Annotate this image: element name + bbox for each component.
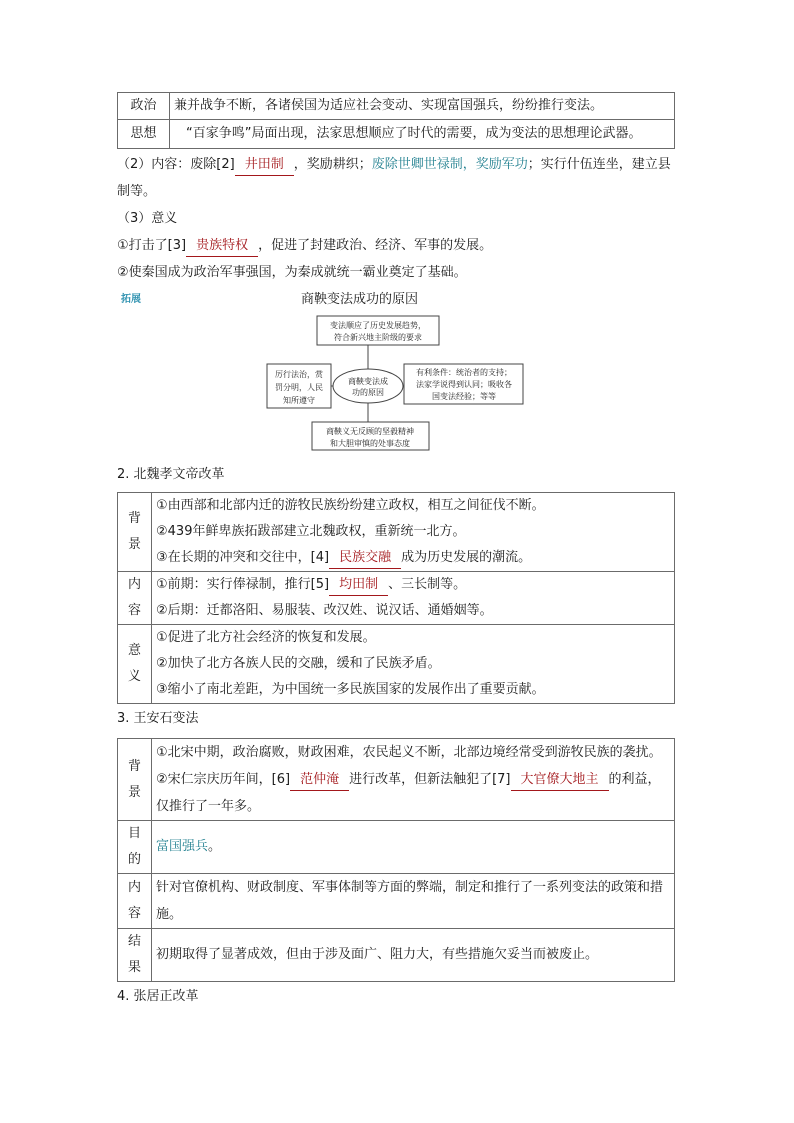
left-reason-line: 罚分明，人民 — [275, 383, 323, 392]
line-suffix: 。 — [208, 839, 222, 854]
answer-blank-6: 范仲淹 — [290, 770, 349, 791]
right-reason-line: 有利条件：统治者的支持； — [416, 368, 512, 377]
text-line: ③缩小了南北差距，为中国统一多民族国家的发展作出了重要贡献。 — [156, 682, 545, 697]
top-reason-line: 变法顺应了历史发展趋势， — [330, 321, 426, 330]
row-key: 内容 — [118, 572, 152, 625]
row-key: 内容 — [118, 874, 152, 929]
beiwei-reform-table — [117, 492, 675, 704]
table-row — [118, 739, 675, 821]
text-line: ②加快了北方各族人民的交融，缓和了民族矛盾。 — [156, 656, 441, 671]
text-line: ①北宋中期，政治腐败，财政困难，农民起义不断，北部边境经常受到游牧民族的袭扰。 — [156, 745, 662, 760]
center-ellipse — [333, 369, 403, 403]
row-key: 目的 — [118, 821, 152, 874]
section-2-title: 2. 北魏孝文帝改革 — [117, 467, 225, 482]
wanganshi-reform-table — [117, 738, 675, 982]
content-mid: ，奖励耕织； — [293, 157, 372, 172]
conditions-table — [117, 92, 675, 149]
line-suffix: 成为历史发展的潮流。 — [401, 550, 532, 565]
top-reason-line: 符合新兴地主阶级的要求 — [334, 333, 422, 342]
table-row — [118, 572, 675, 625]
extension-header — [117, 288, 677, 312]
bottom-reason-line: 商鞅义无反顾的坚毅精神 — [326, 427, 414, 436]
table-row — [118, 493, 675, 572]
reasons-diagram — [117, 312, 677, 452]
table-row — [118, 929, 675, 982]
center-label-line: 功的原因 — [352, 388, 384, 397]
answer-blank-2: 井田制 — [235, 155, 294, 176]
line-mid: 进行改革，但新法触犯了[7] — [349, 772, 511, 787]
text-line — [156, 545, 670, 571]
content-suffix: ；实行什伍连坐，建立县制等。 — [117, 157, 671, 199]
table-row — [118, 874, 675, 929]
text-line: ①促进了北方社会经济的恢复和发展。 — [156, 630, 376, 645]
highlight-text: 废除世卿世禄制，奖励军功 — [371, 157, 528, 172]
row-key: 思想 — [118, 120, 170, 149]
table-row — [118, 625, 675, 704]
significance-item-1 — [117, 232, 677, 259]
line-prefix: ③在长期的冲突和交往中，[4] — [156, 550, 330, 565]
row-text: 兼并战争不断，各诸侯国为适应社会变动、实现富国强兵，纷纷推行变法。 — [170, 93, 675, 120]
extension-title: 商鞅变法成功的原因 — [301, 292, 419, 307]
row-text — [152, 493, 675, 572]
answer-blank-5: 均田制 — [329, 575, 388, 596]
text-line: ②后期：迁都洛阳、易服装、改汉姓、说汉话、通婚姻等。 — [156, 603, 493, 618]
section-4-title: 4. 张居正改革 — [117, 989, 199, 1004]
row-key: 背景 — [118, 739, 152, 821]
answer-blank-7: 大官僚大地主 — [511, 770, 609, 791]
content-paragraph — [117, 151, 677, 205]
text-line: ②439年鲜卑族拓跋部建立北魏政权，重新统一北方。 — [156, 524, 466, 539]
line-prefix: ②宋仁宗庆历年间，[6] — [156, 772, 291, 787]
text-line: ①由西部和北部内迁的游牧民族纷纷建立政权，相互之间征伐不断。 — [156, 498, 545, 513]
line-suffix: 、三长制等。 — [388, 577, 467, 592]
text-line — [156, 572, 670, 598]
line-suffix: 的利益，仅推行了一年多。 — [156, 772, 661, 814]
row-text: 针对官僚机构、财政制度、军事体制等方面的弊端，制定和推行了一系列变法的政策和措施。 — [152, 874, 675, 929]
page-content — [117, 92, 677, 1010]
answer-blank-3: 贵族特权 — [186, 236, 258, 257]
row-text: 初期取得了显著成效，但由于涉及面广、阻力大，有些措施欠妥当而被废止。 — [152, 929, 675, 982]
row-text — [152, 572, 675, 625]
row-text — [152, 739, 675, 821]
row-key: 意义 — [118, 625, 152, 704]
section-3-title: 3. 王安石变法 — [117, 711, 199, 726]
left-reason-line: 知所遵守 — [283, 396, 315, 405]
table-row — [118, 93, 675, 120]
row-text — [152, 821, 675, 874]
item-suffix: ，促进了封建政治、经济、军事的发展。 — [258, 238, 493, 253]
highlight-text: 富国强兵 — [156, 839, 209, 854]
row-key: 背景 — [118, 493, 152, 572]
significance-item-2: ②使秦国成为政治军事强国，为秦成就统一霸业奠定了基础。 — [117, 265, 467, 280]
table-row — [118, 821, 675, 874]
row-key: 结果 — [118, 929, 152, 982]
text-line — [156, 766, 670, 820]
line-prefix: ①前期：实行俸禄制，推行[5] — [156, 577, 330, 592]
table-row — [118, 120, 675, 149]
answer-blank-4: 民族交融 — [329, 548, 401, 569]
right-reason-line: 国变法经验；等等 — [432, 392, 496, 401]
item-prefix: ①打击了[3] — [117, 238, 187, 253]
extension-tag: 拓展 — [121, 294, 141, 305]
right-reason-line: 法家学说得到认同；吸收各 — [416, 380, 512, 389]
center-label-line: 商鞅变法成 — [348, 377, 388, 386]
left-reason-line: 厉行法治，赏 — [275, 370, 323, 379]
row-text: “百家争鸣”局面出现，法家思想顺应了时代的需要，成为变法的思想理论武器。 — [170, 120, 675, 149]
row-key: 政治 — [118, 93, 170, 120]
row-text — [152, 625, 675, 704]
bottom-reason-line: 和大胆审慎的处事态度 — [330, 439, 410, 448]
significance-heading: （3）意义 — [117, 211, 178, 226]
content-prefix: （2）内容：废除[2] — [117, 157, 235, 172]
